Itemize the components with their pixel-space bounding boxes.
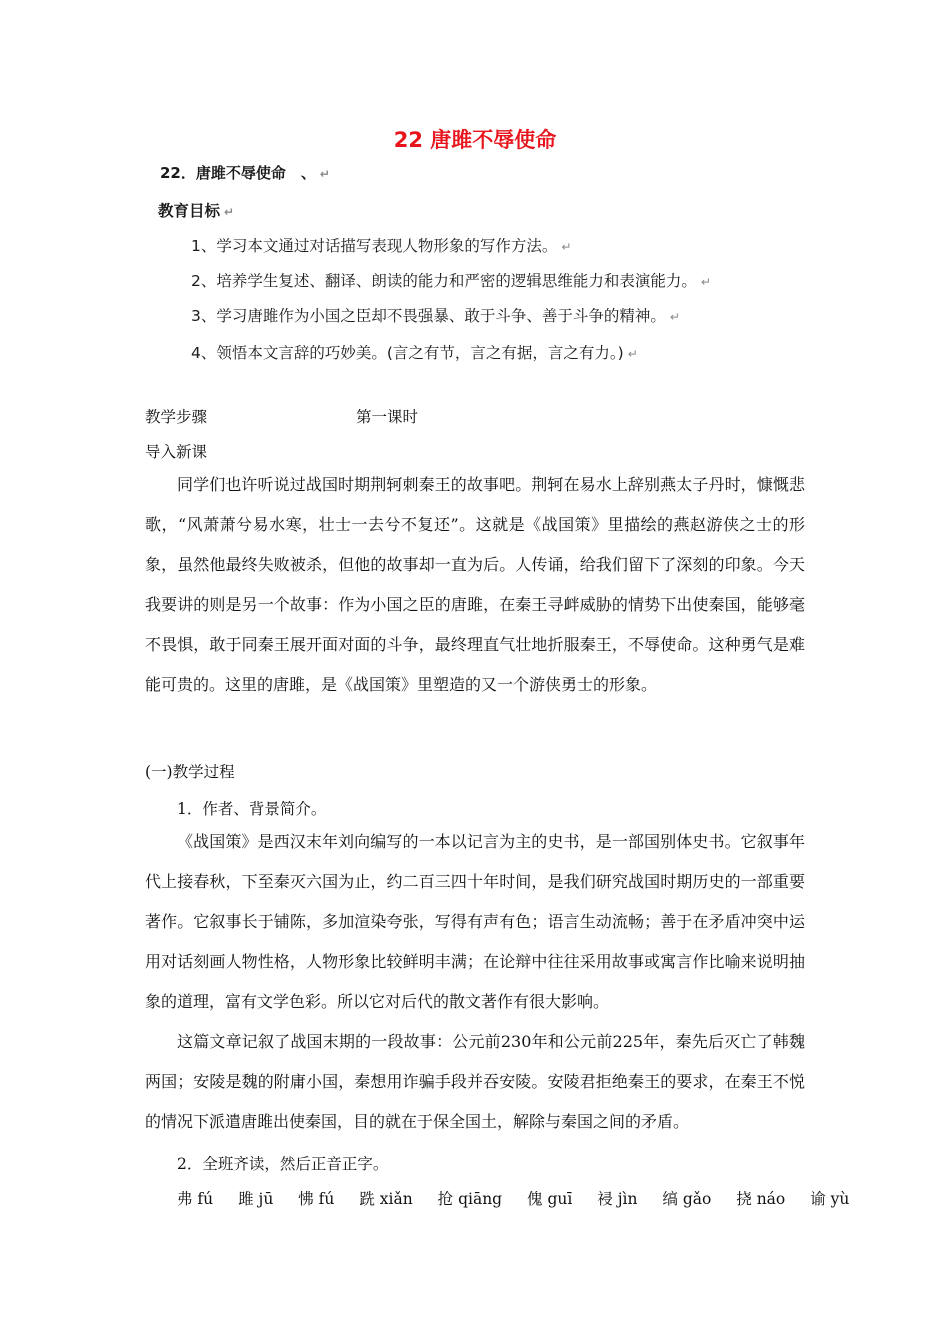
pinyin-item: 谕 yù: [810, 1190, 850, 1208]
item1-paragraph-1: 《战国策》是西汉末年刘向编写的一本以记言为主的史书，是一部国别体史书。它叙事年代上接春秋，下至秦灭六国为止，约二百三四十年时间，是我们研究战国时期历史的一部重要著作。它叙事长于铺陈，多加渲染夸张，写得有声有色；语言生动流畅；善于在矛盾冲突中运用对话刻画人物性格，人物形象比较鲜明丰满；在论辩中往往采用故事或寓言作比喻来说明抽象的道理，富有文学色彩。所以它对后代的散文著作有很大影响。: [145, 832, 805, 1011]
goal-text: 3、学习唐雎作为小国之臣却不畏强暴、敢于斗争、善于斗争的精神。: [191, 307, 666, 325]
pinyin-item: 抢 qiāng: [437, 1190, 503, 1208]
scanned-lesson-header-text: 22．唐雎不辱使命 、: [160, 164, 316, 182]
goal-item: [191, 269, 711, 291]
pinyin-item: 跣 xiǎn: [359, 1190, 413, 1208]
item1-heading: 1．作者、背景简介。: [177, 800, 327, 818]
lesson-label: 第一课时: [356, 408, 419, 426]
pinyin-item: 祲 jìn: [597, 1190, 638, 1208]
item1-paragraph-block-2: [145, 1022, 805, 1142]
goal-item: [191, 341, 638, 363]
item2-heading: 2．全班齐读，然后正音正字。: [177, 1155, 389, 1173]
goal-item: [191, 304, 680, 326]
return-mark-icon: ↵: [669, 310, 680, 324]
steps-label: 教学步骤: [145, 408, 208, 426]
return-mark-icon: ↵: [627, 347, 638, 361]
item1-paragraph-block: [145, 822, 805, 1022]
pinyin-item: 怫 fú: [298, 1190, 335, 1208]
page-title: 22 唐雎不辱使命: [393, 128, 557, 152]
goal-text: 1、学习本文通过对话描写表现人物形象的写作方法。: [191, 237, 558, 255]
pinyin-item: 雎 jū: [238, 1190, 274, 1208]
scanned-lesson-header: [160, 162, 330, 183]
return-mark-icon: ↵: [224, 205, 235, 219]
process-heading: (一)教学过程: [145, 763, 235, 781]
pinyin-item: 挠 náo: [736, 1190, 786, 1208]
return-mark-icon: ↵: [700, 275, 711, 289]
item1-paragraph-2: 这篇文章记叙了战国末期的一段故事：公元前230年和公元前225年，秦先后灭亡了韩魏两国；安陵是魏的附庸小国，秦想用诈骗手段并吞安陵。安陵君拒绝秦王的要求，在秦王不悦的情况下派遣唐雎出使秦国，目的就在于保全国土，解除与秦国之间的矛盾。: [145, 1032, 805, 1131]
goal-item: [191, 234, 571, 256]
goals-heading: [158, 199, 234, 221]
intro-heading: 导入新课: [145, 443, 208, 461]
return-mark-icon: ↵: [561, 240, 572, 254]
intro-paragraph-block: [145, 465, 805, 705]
goals-heading-text: 教育目标: [158, 202, 221, 220]
goal-text: 4、领悟本文言辞的巧妙美。(言之有节，言之有据，言之有力。): [191, 344, 624, 362]
pinyin-item: 弗 fú: [177, 1190, 214, 1208]
pinyin-list: [177, 1187, 849, 1209]
pinyin-item: 缟 gǎo: [662, 1190, 712, 1208]
return-mark-icon: ↵: [319, 167, 330, 181]
goal-text: 2、培养学生复述、翻译、朗读的能力和严密的逻辑思维能力和表演能力。: [191, 272, 697, 290]
pinyin-item: 傀 guī: [527, 1190, 573, 1208]
intro-paragraph: 同学们也许听说过战国时期荆轲刺秦王的故事吧。荆轲在易水上辞别燕太子丹时，慷慨悲歌，“风萧萧兮易水寒，壮士一去兮不复还”。这就是《战国策》里描绘的燕赵游侠之士的形象，虽然他最终失败被杀，但他的故事却一直为后。人传诵，给我们留下了深刻的印象。今天我要讲的则是另一个故事：作为小国之臣的唐雎，在秦王寻衅威胁的情势下出使秦国，能够毫不畏惧，敢于同秦王展开面对面的斗争，最终理直气壮地折服秦王，不辱使命。这种勇气是难能可贵的。这里的唐雎，是《战国策》里塑造的又一个游侠勇士的形象。: [145, 475, 805, 694]
